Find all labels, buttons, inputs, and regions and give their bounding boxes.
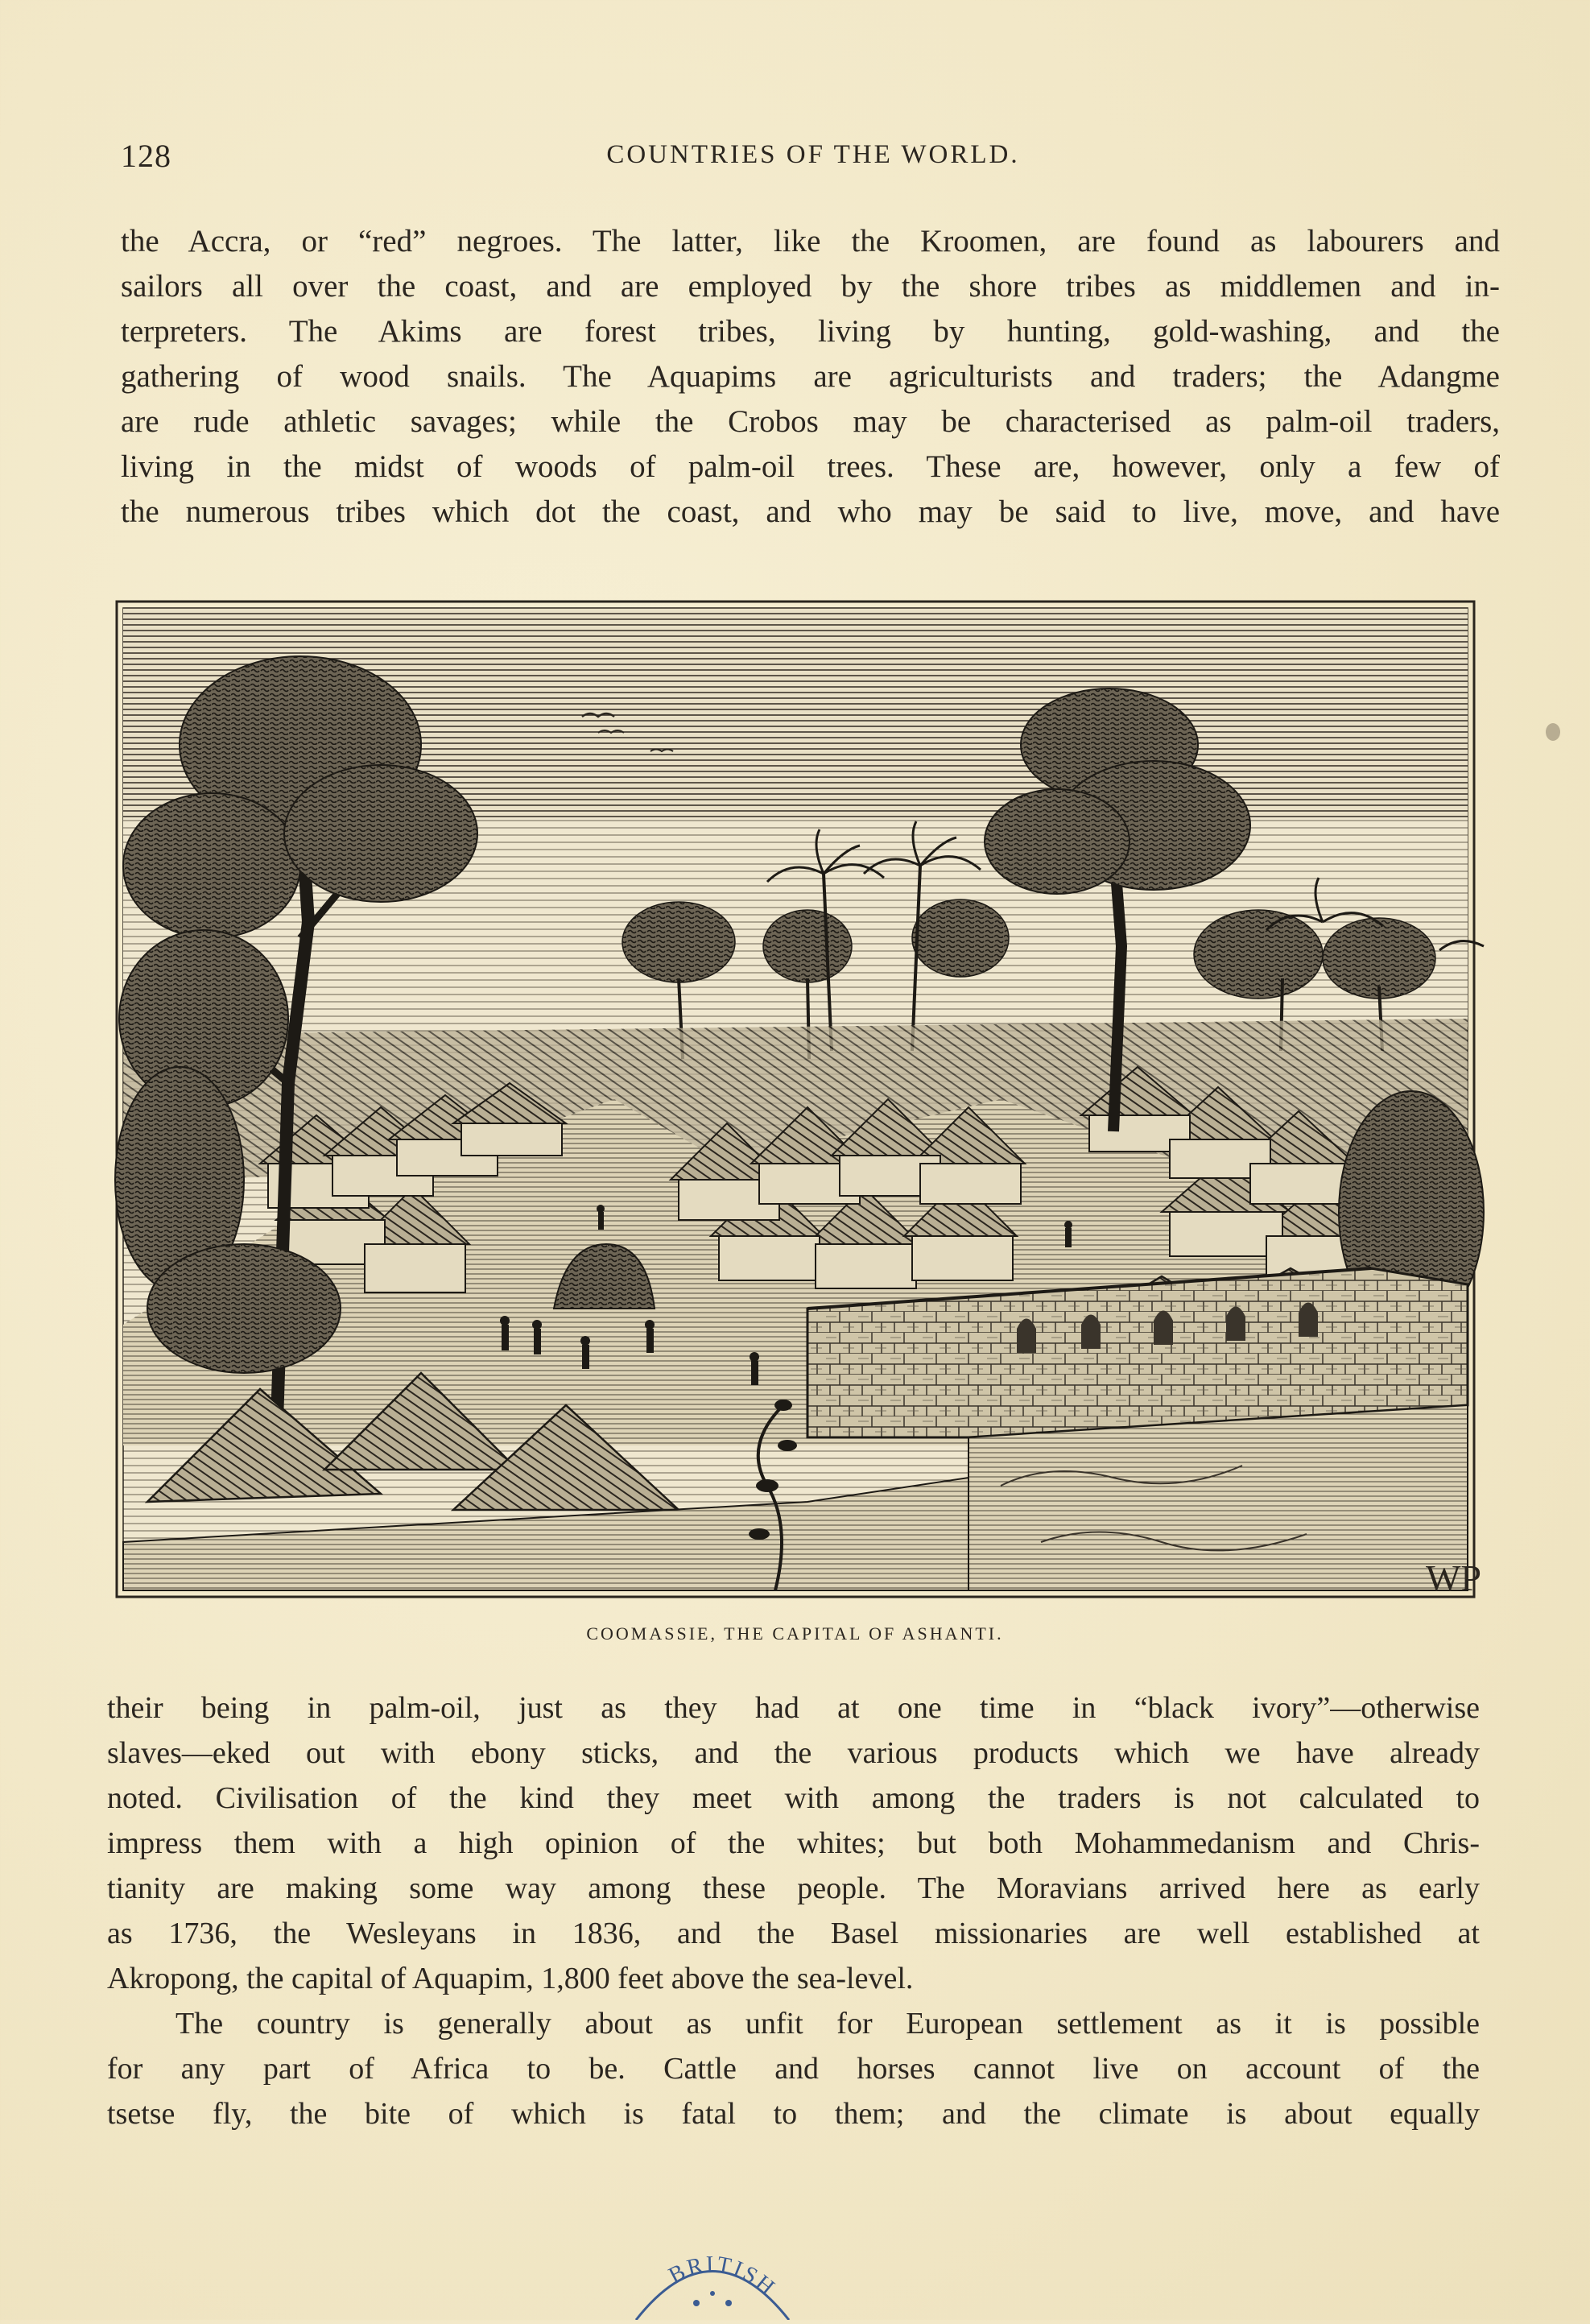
text-line: gathering of wood snails. The Aquapims are agriculturists and traders; the Adangme	[121, 359, 1500, 394]
text-line: Akropong, the capital of Aquapim, 1,800 feet above the sea-level.	[107, 1962, 914, 1995]
text-line: noted. Civilisation of the kind they meet with among the traders is not calculated to	[107, 1781, 1480, 1815]
text-line: for any part of Africa to be. Cattle and horses cannot live on account of the	[107, 2052, 1480, 2086]
stamp-text: BRITISH	[664, 2252, 782, 2302]
top-paragraph	[121, 219, 1500, 535]
text-line: sailors all over the coast, and are employed by the shore tribes as middlemen and in-	[121, 269, 1500, 304]
text-line: their being in palm-oil, just as they had at one time in “black ivory”—otherwise	[107, 1691, 1480, 1725]
text-line: tianity are making some way among these people. The Moravians arrived here as early	[107, 1871, 1480, 1905]
text-line: are rude athletic savages; while the Crobos may be characterised as palm-oil traders,	[121, 404, 1500, 439]
text-line: tsetse fly, the bite of which is fatal to them; and the climate is about equally	[107, 2097, 1480, 2131]
page-header	[121, 137, 1505, 185]
engraving-illustration	[115, 600, 1481, 1598]
figure-caption: COOMASSIE, THE CAPITAL OF ASHANTI.	[586, 1623, 1004, 1644]
text-line: slaves—eked out with ebony sticks, and the various products which we have already	[107, 1736, 1480, 1770]
paper-blemish	[1546, 723, 1560, 741]
text-line: the Accra, or “red” negroes. The latter, like the Kroomen, are found as labourers and	[121, 224, 1500, 258]
text-line: The country is generally about as unfit for European settlement as it is possible	[176, 2007, 1480, 2041]
page-number: 128	[121, 138, 171, 174]
text-line: as 1736, the Wesleyans in 1836, and the Basel missionaries are well established at	[107, 1917, 1480, 1950]
bottom-paragraphs	[107, 1685, 1480, 2136]
running-title: COUNTRIES OF THE WORLD.	[606, 140, 1020, 169]
text-line: the numerous tribes which dot the coast, and who may be said to live, move, and have	[121, 494, 1500, 529]
engraver-monogram: WP	[1426, 1557, 1481, 1598]
text-line: terpreters. The Akims are forest tribes, living by hunting, gold-washing, and the	[121, 314, 1500, 349]
text-line: impress them with a high opinion of the whites; but both Mohammedanism and Chris-	[107, 1826, 1480, 1860]
text-line: living in the midst of woods of palm-oil trees. These are, however, only a few of	[121, 449, 1500, 484]
library-stamp	[612, 2239, 813, 2320]
